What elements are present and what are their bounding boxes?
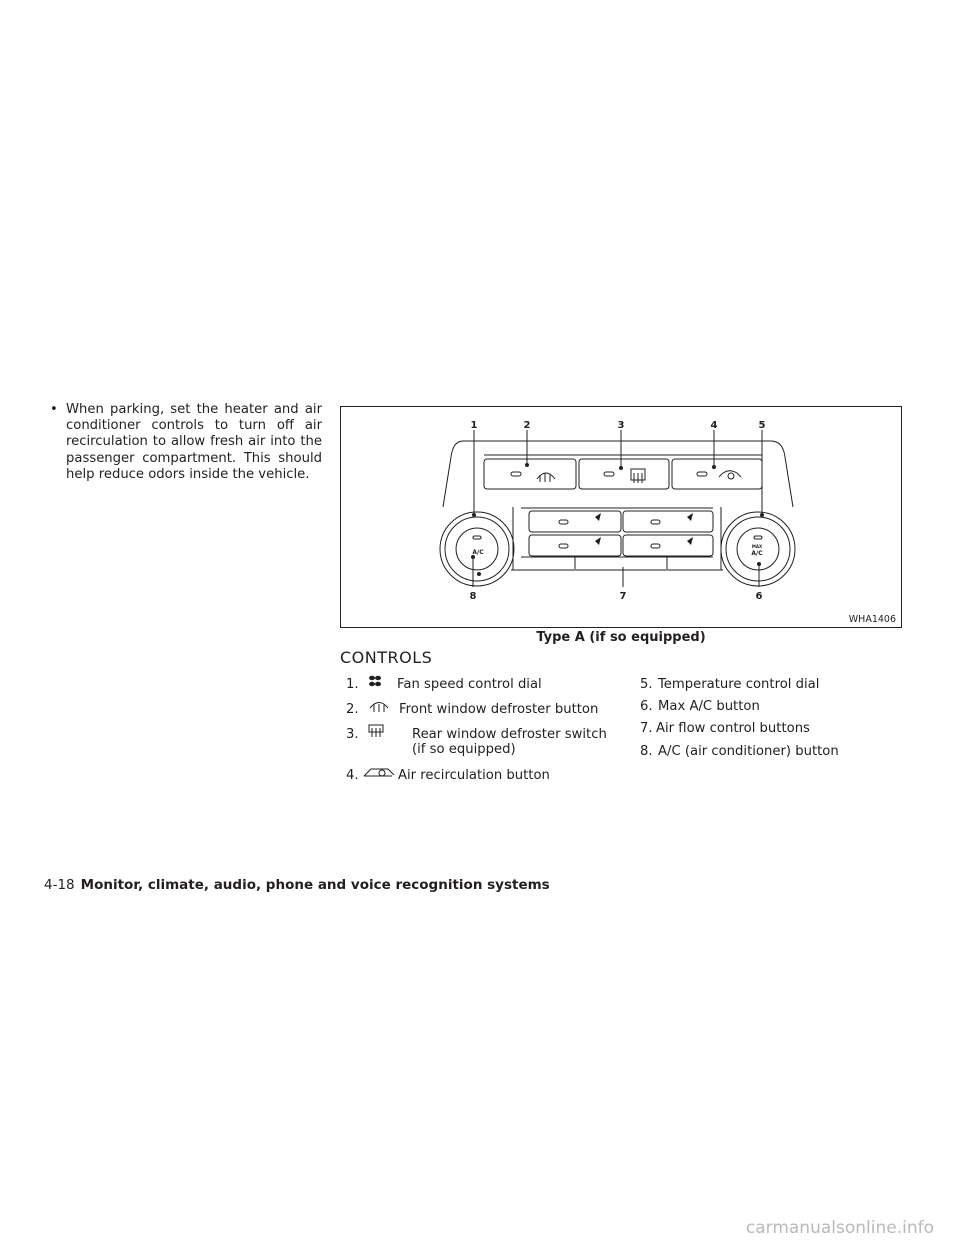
- item-text: A/C (air conditioner) button: [658, 744, 839, 759]
- item-text: Rear window defroster switch: [412, 727, 607, 742]
- dial-left-ac-label: A/C: [472, 549, 484, 556]
- item-text: Fan speed control dial: [397, 677, 542, 692]
- item-number: 3.: [346, 727, 359, 742]
- page-number: 4-18: [44, 877, 75, 893]
- item-text: Temperature control dial: [658, 677, 820, 692]
- item-text: Air flow control buttons: [656, 721, 810, 736]
- fan-icon: [368, 674, 382, 693]
- item-number: 5.: [640, 677, 653, 692]
- item-text: Air recirculation button: [398, 768, 550, 783]
- callout-2: 2: [523, 420, 531, 431]
- watermark-link[interactable]: carmanualsonline.info: [745, 1218, 934, 1238]
- climate-panel-illustration: [341, 407, 901, 627]
- parking-tip-text: When parking, set the heater and air conditioner controls to turn off air recirculation to allow fresh air into the passenger compartment. This should help reduce odors inside the vehicle.: [66, 402, 322, 482]
- bullet-symbol: •: [50, 402, 58, 417]
- controls-heading: CONTROLS: [340, 648, 433, 667]
- item-number: 2.: [346, 702, 359, 717]
- item-number: 4.: [346, 768, 359, 783]
- item-text: Front window defroster button: [399, 702, 599, 717]
- callout-5: 5: [758, 420, 766, 431]
- callout-1: 1: [470, 420, 478, 431]
- figure-caption: Type A (if so equipped): [536, 630, 706, 645]
- item-number: 8.: [640, 744, 653, 759]
- callout-7: 7: [619, 591, 627, 602]
- page-footer: [44, 877, 550, 893]
- figure-id: WHA1406: [848, 614, 896, 625]
- item-number: 7.: [640, 721, 653, 736]
- section-title: Monitor, climate, audio, phone and voice recognition systems: [80, 877, 550, 893]
- dial-right-max-label: MAX: [751, 544, 763, 549]
- callout-8: 8: [469, 591, 477, 602]
- callout-3: 3: [617, 420, 625, 431]
- item-text-continued: (if so equipped): [412, 742, 516, 757]
- recirculation-icon: [362, 765, 396, 784]
- item-number: 6.: [640, 699, 653, 714]
- front-defroster-icon: [368, 699, 390, 718]
- dial-right-ac-label: A/C: [751, 550, 763, 557]
- item-number: 1.: [346, 677, 359, 692]
- parking-tip-bullet: [50, 402, 322, 483]
- item-text: Max A/C button: [658, 699, 760, 714]
- callout-4: 4: [710, 420, 718, 431]
- climate-control-figure: [340, 406, 902, 628]
- callout-6: 6: [755, 591, 763, 602]
- rear-defroster-icon: [368, 724, 384, 743]
